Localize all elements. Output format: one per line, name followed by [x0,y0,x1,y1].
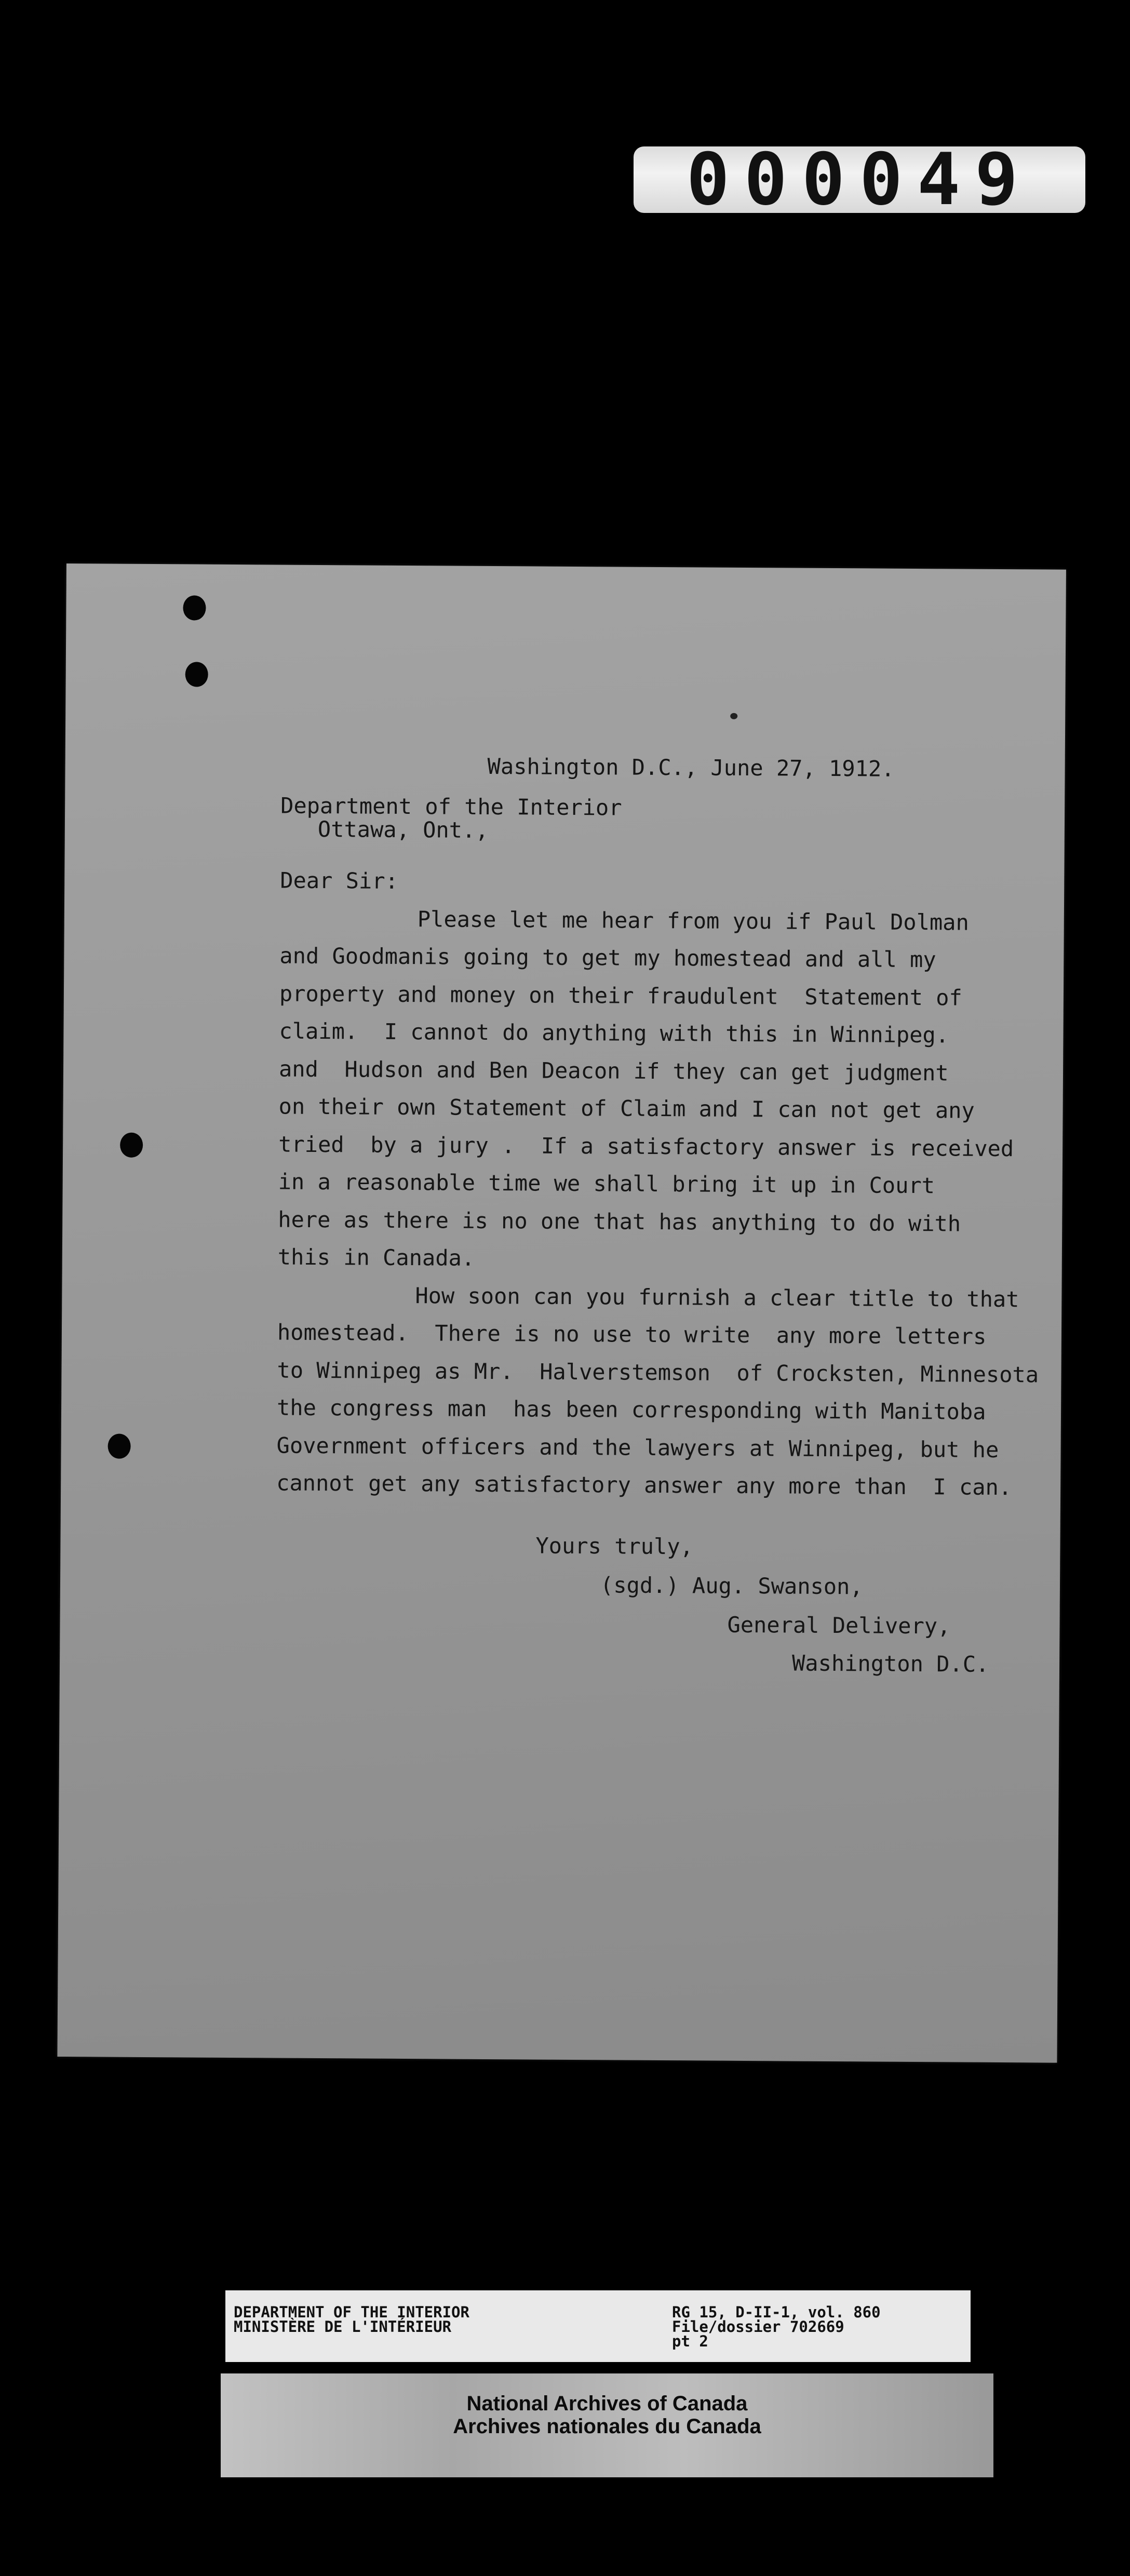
sender-address-line: Washington D.C. [791,1650,989,1677]
body-line: homestead. There is no use to write any more letters [277,1319,987,1349]
body-line: to Winnipeg as Mr. Halverstemson of Crocksten, Minnesota [277,1357,1039,1388]
department-english: DEPARTMENT OF THE INTERIOR [234,2303,469,2321]
punch-hole-second [185,662,208,687]
body-line: on their own Statement of Claim and I can not get any [278,1093,975,1123]
stray-ink-mark [730,713,737,719]
letter-signature: (sgd.) Aug. Swanson, [600,1572,863,1600]
recipient-name: Department of the Interior [280,793,622,821]
letter-salutation: Dear Sir: [280,867,399,894]
letter-dateline: Washington D.C., June 27, 1912. [487,753,895,782]
archives-name-french: Archives nationales du Canada [453,2415,761,2438]
recipient-location: Ottawa, Ont., [317,816,489,843]
archive-reference-label [225,2290,971,2362]
sender-address-line: General Delivery, [727,1612,951,1639]
national-archives-banner [221,2373,993,2477]
letter-closing: Yours truly, [535,1533,694,1560]
body-line: here as there is no one that has anything to do with [278,1206,961,1237]
body-line: and Goodmanis going to get my homestead and all my [279,943,936,973]
department-french: MINISTÈRE DE L'INTÉRIEUR [234,2318,452,2336]
body-line: tried by a jury . If a satisfactory answer is received [278,1131,1014,1162]
body-line: the congress man has been corresponding with Manitoba [276,1394,986,1425]
letter-document [57,564,1066,2063]
body-line: Please let me hear from you if Paul Dolman [417,906,969,935]
punch-hole-lower [107,1434,130,1459]
file-part: pt 2 [672,2332,708,2350]
record-group-reference: RG 15, D-II-1, vol. 860 [672,2303,881,2321]
body-line: property and money on their fraudulent Statement of [279,981,962,1011]
punch-hole-top [183,595,206,620]
body-line: cannot get any satisfactory answer any more than I can. [276,1470,1012,1500]
body-line: How soon can you furnish a clear title to that [415,1283,1019,1312]
archives-name-english: National Archives of Canada [466,2392,748,2415]
frame-number-text: 000049 [686,138,1033,221]
punch-hole-middle [120,1133,143,1158]
microfilm-frame-number [634,138,1085,221]
file-number: File/dossier 702669 [672,2318,844,2336]
body-line: and Hudson and Ben Deacon if they can get judgment [278,1056,949,1086]
body-line: claim. I cannot do anything with this in Winnipeg. [279,1018,949,1048]
body-line: in a reasonable time we shall bring it up in Court [278,1169,935,1199]
body-line: Government officers and the lawyers at Winnipeg, but he [276,1432,999,1463]
body-line: this in Canada. [277,1244,475,1271]
